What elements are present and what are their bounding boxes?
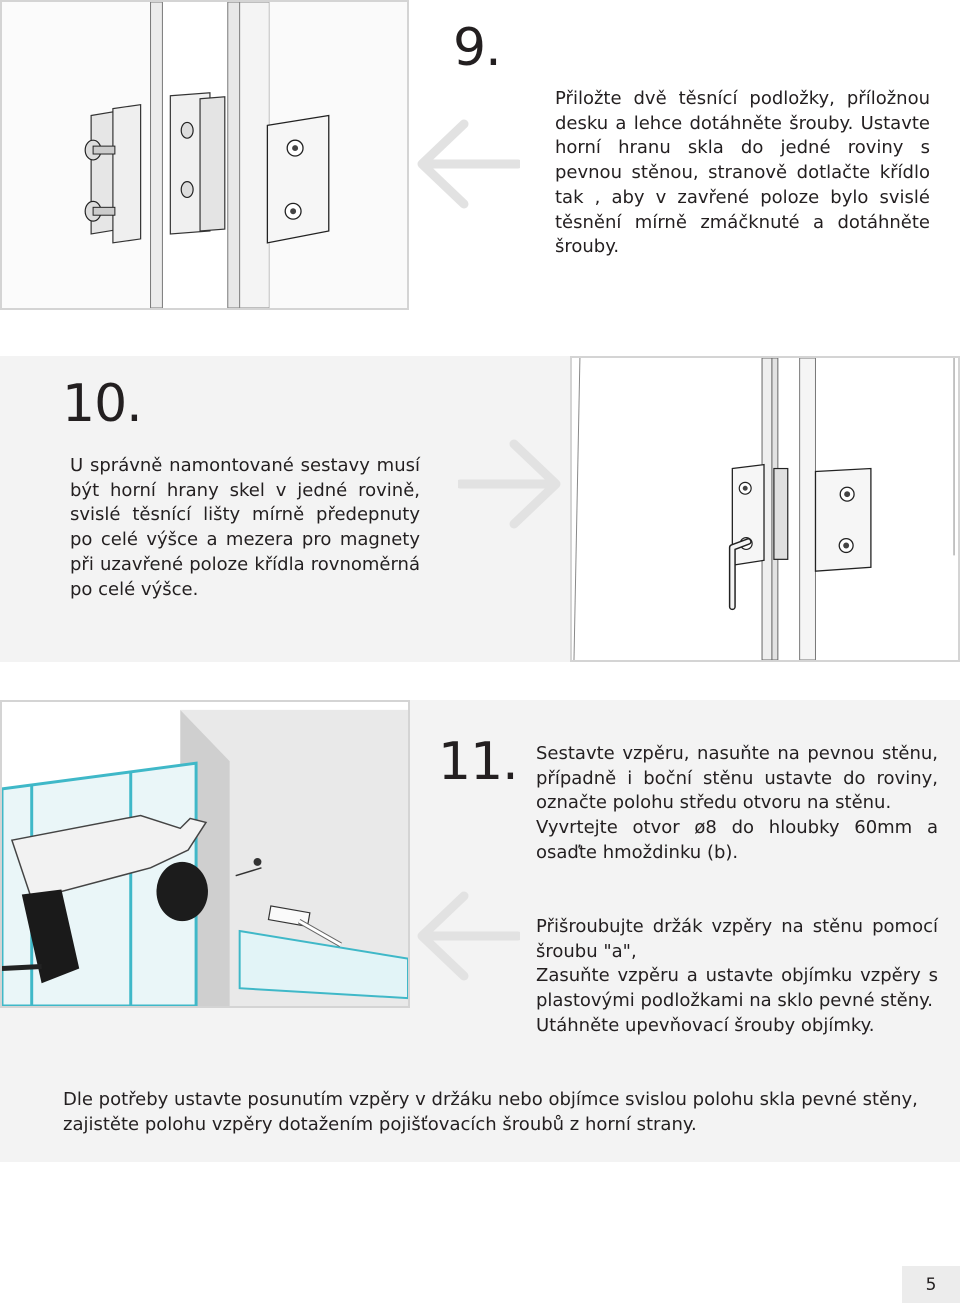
step11-paragraph-2: Vyvrtejte otvor ø8 do hloubky 60mm a osaďte hmoždinku (b). <box>536 817 938 863</box>
step9-text: Přiložte dvě těsnící podložky, příložnou desku a lehce dotáhněte šrouby. Ustavte horní hranu skla do jedné roviny s pevnou stěnou, stranově dotlačte křídlo tak , aby v zavřené poloze bylo svislé těsnění mírně zmáčknuté a dotáhněte šrouby. <box>555 88 930 258</box>
step11-illustration <box>0 700 410 1008</box>
page-number: 5 <box>902 1266 960 1303</box>
step11-number: 11. <box>438 732 518 792</box>
footer-note: Dle potřeby ustavte posunutím vzpěry v držáku nebo objímce svislou polohu skla pevné stěny, zajistěte polohu vzpěry dotažením pojišťovacích šroubů z horní strany. <box>63 1089 918 1135</box>
step11-paragraph-4: Zasuňte vzpěru a ustavte objímku vzpěry s plastovými podložkami na sklo pevné stěny. <box>536 965 938 1012</box>
step10-text: U správně namontované sestavy musí být horní hrany skel v jedné rovině, svislé těsnící lišty mírně předepnuty po celé výšce a mezera pro magnety při uzavřené poloze křídla rovnoměrná po celé výšce. <box>70 455 420 600</box>
step10-number: 10. <box>62 374 142 434</box>
step11-text-block-b <box>536 915 938 1039</box>
arrow-right-icon <box>458 438 564 530</box>
step9-number: 9. <box>453 18 501 78</box>
step10-illustration <box>570 356 960 662</box>
step11-text-block-a <box>536 742 938 866</box>
arrow-left-icon <box>414 118 520 210</box>
step11-paragraph-5: Utáhněte upevňovací šrouby objímky. <box>536 1014 875 1036</box>
step11-paragraph-3: Přišroubujte držák vzpěry na stěnu pomocí šroubu "a", <box>536 916 938 962</box>
step9-illustration <box>0 0 409 310</box>
arrow-left-icon <box>414 890 520 982</box>
step11-paragraph-1: Sestavte vzpěru, nasuňte na pevnou stěnu, případně i boční stěnu ustavte do roviny, označte polohu středu otvoru na stěnu. <box>536 743 938 814</box>
